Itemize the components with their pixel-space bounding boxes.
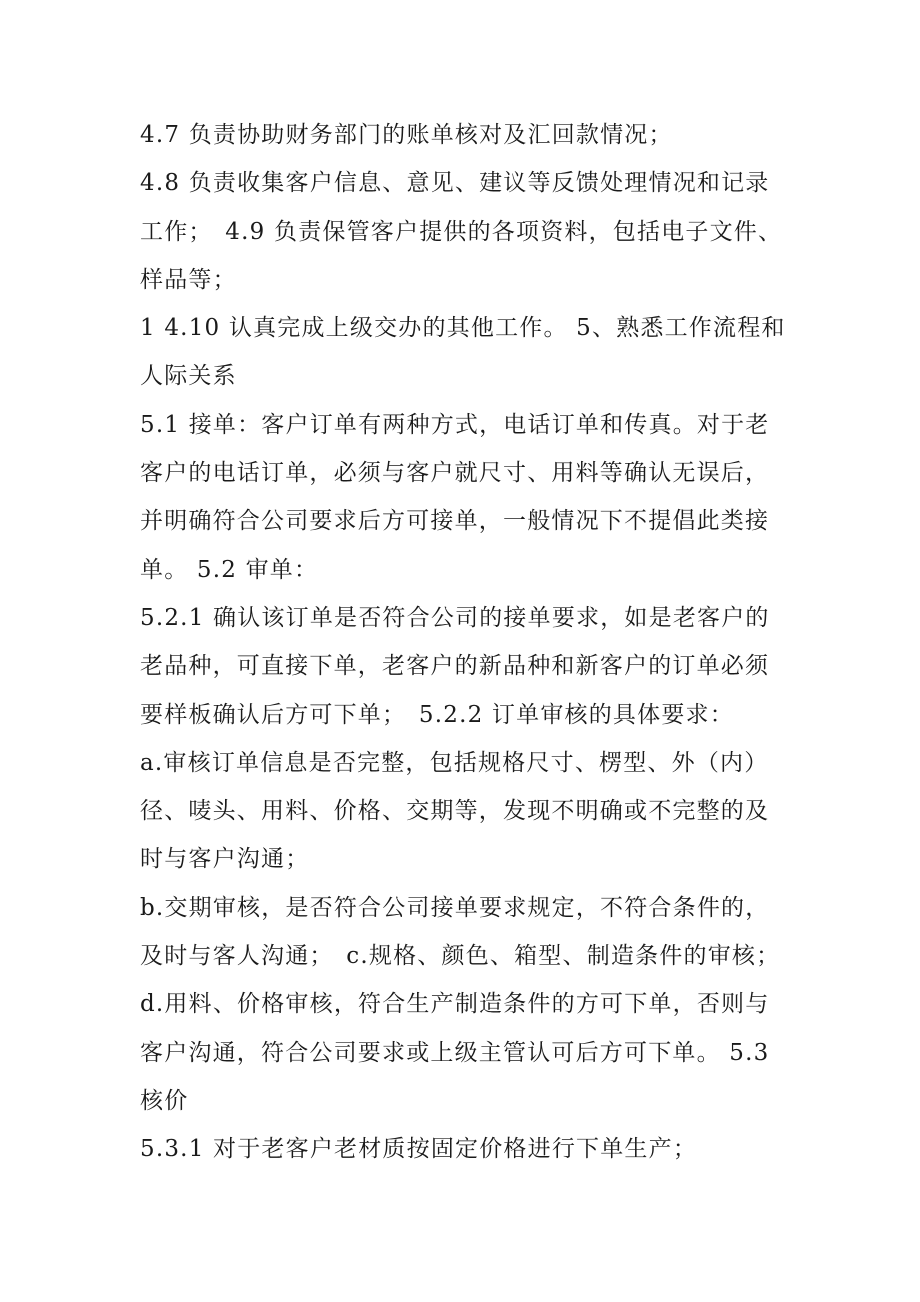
text-line: 5.2.1 确认该订单是否符合公司的接单要求，如是老客户的 — [140, 604, 770, 631]
text-line: 单。 5.2 审单： — [140, 556, 319, 583]
text-line: 及时与客人沟通； c.规格、颜色、箱型、制造条件的审核； — [140, 943, 781, 970]
text-line: b.交期审核，是否符合公司接单要求规定，不符合条件的， — [140, 894, 770, 921]
text-line: 客户的电话订单，必须与客户就尺寸、用料等确认无误后， — [140, 460, 770, 487]
text-line: 径、唛头、用料、价格、交期等，发现不明确或不完整的及 — [140, 798, 770, 825]
text-line: 5.1 接单：客户订单有两种方式，电话订单和传真。对于老 — [140, 411, 770, 438]
text-line: 老品种，可直接下单，老客户的新品种和新客户的订单必须 — [140, 653, 770, 680]
text-line: 核价 — [140, 1087, 189, 1114]
text-line: 客户沟通，符合公司要求或上级主管认可后方可下单。 5.3 — [140, 1039, 770, 1066]
text-line: 时与客户沟通； — [140, 846, 310, 873]
text-line: 4.7 负责协助财务部门的账单核对及汇回款情况； — [140, 122, 673, 148]
text-line: d.用料、价格审核，符合生产制造条件的方可下单，否则与 — [140, 991, 770, 1018]
text-line: a.审核订单信息是否完整，包括规格尺寸、楞型、外（内） — [140, 749, 769, 776]
text-line: 样品等； — [140, 266, 237, 293]
document-body — [140, 111, 800, 1174]
text-line: 5.3.1 对于老客户老材质按固定价格进行下单生产； — [140, 1136, 698, 1163]
text-line: 要样板确认后方可下单； 5.2.2 订单审核的具体要求： — [140, 701, 734, 728]
text-line: 1 4.10 认真完成上级交办的其他工作。 5、熟悉工作流程和 — [140, 315, 786, 342]
text-line: 4.8 负责收集客户信息、意见、建议等反馈处理情况和记录 — [140, 170, 770, 197]
text-line: 工作； 4.9 负责保管客户提供的各项资料，包括电子文件、 — [140, 218, 783, 245]
text-line: 人际关系 — [140, 363, 237, 390]
text-line: 并明确符合公司要求后方可接单，一般情况下不提倡此类接 — [140, 508, 770, 535]
